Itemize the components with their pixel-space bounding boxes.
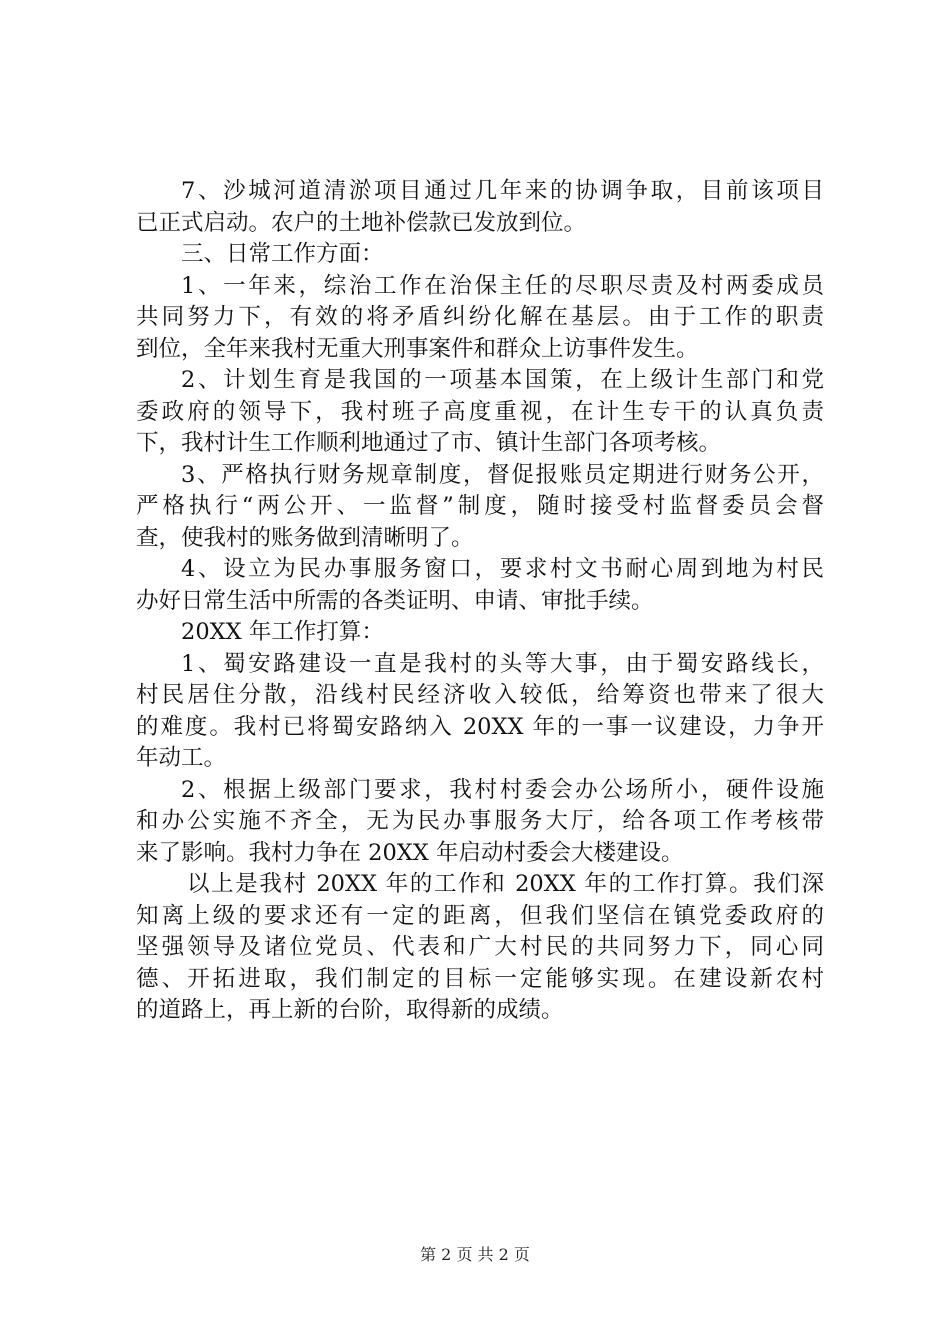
paragraph-line: 来了影响。我村力争在 20XX 年启动村委会大楼建设。 <box>136 839 684 866</box>
paragraph-line: 1、一年来，综治工作在治保主任的尽职尽责及村两委成员 <box>181 272 824 299</box>
page-number-footer: 第 2 页 共 2 页 <box>420 1245 530 1264</box>
paragraph-line: 2、计划生育是我国的一项基本国策，在上级计生部门和党 <box>181 367 824 393</box>
paragraph-line: 委政府的领导下，我村班子高度重视，在计生专干的认真负责 <box>136 398 824 425</box>
paragraph-line: 7、沙城河道清淤项目通过几年来的协调争取，目前该项目 <box>181 178 824 204</box>
paragraph-line: 以上是我村 20XX 年的工作和 20XX 年的工作打算。我们深 <box>187 871 824 897</box>
paragraph-line: 4、设立为民办事服务窗口，要求村文书耐心周到地为村民 <box>181 556 824 582</box>
paragraph-line: 年动工。 <box>136 745 227 771</box>
paragraph-line: 德、开拓进取，我们制定的目标一定能够实现。在建设新农村 <box>136 965 824 992</box>
paragraph-line: 办好日常生活中所需的各类证明、申请、审批手续。 <box>136 587 654 614</box>
section-heading: 三、日常工作方面： <box>181 241 384 267</box>
paragraph-line: 严格执行“两公开、一监督”制度，随时接受村监督委员会督 <box>136 493 824 519</box>
paragraph-line: 和办公实施不齐全，无为民办事服务大厅，给各项工作考核带 <box>136 808 824 834</box>
paragraph-line: 的难度。我村已将蜀安路纳入 20XX 年的一事一议建设，力争开 <box>136 713 824 740</box>
paragraph-line: 共同努力下，有效的将矛盾纠纷化解在基层。由于工作的职责 <box>136 304 824 330</box>
paragraph-line: 1、蜀安路建设一直是我村的头等大事，由于蜀安路线长， <box>181 650 824 677</box>
paragraph-line: 的道路上，再上新的台阶，取得新的成绩。 <box>136 997 564 1023</box>
paragraph-line: 知离上级的要求还有一定的距离，但我们坚信在镇党委政府的 <box>136 902 824 929</box>
paragraph-line: 2、根据上级部门要求，我村村委会办公场所小，硬件设施 <box>181 776 824 803</box>
document-body <box>136 176 824 1027</box>
paragraph-line: 查，使我村的账务做到清晰明了。 <box>136 524 474 551</box>
paragraph-line: 下，我村计生工作顺利地通过了市、镇计生部门各项考核。 <box>136 430 722 456</box>
paragraph-line: 村民居住分散，沿线村民经济收入较低，给筹资也带来了很大 <box>136 682 824 708</box>
paragraph-line: 3、严格执行财务规章制度，督促报账员定期进行财务公开， <box>181 461 824 488</box>
paragraph-line: 坚强领导及诸位党员、代表和广大村民的共同努力下，同心同 <box>136 934 824 960</box>
paragraph-line: 已正式启动。农户的土地补偿款已发放到位。 <box>136 209 587 236</box>
paragraph-line: 到位，全年来我村无重大刑事案件和群众上访事件发生。 <box>136 335 699 362</box>
section-heading: 20XX 年工作打算： <box>181 619 384 645</box>
